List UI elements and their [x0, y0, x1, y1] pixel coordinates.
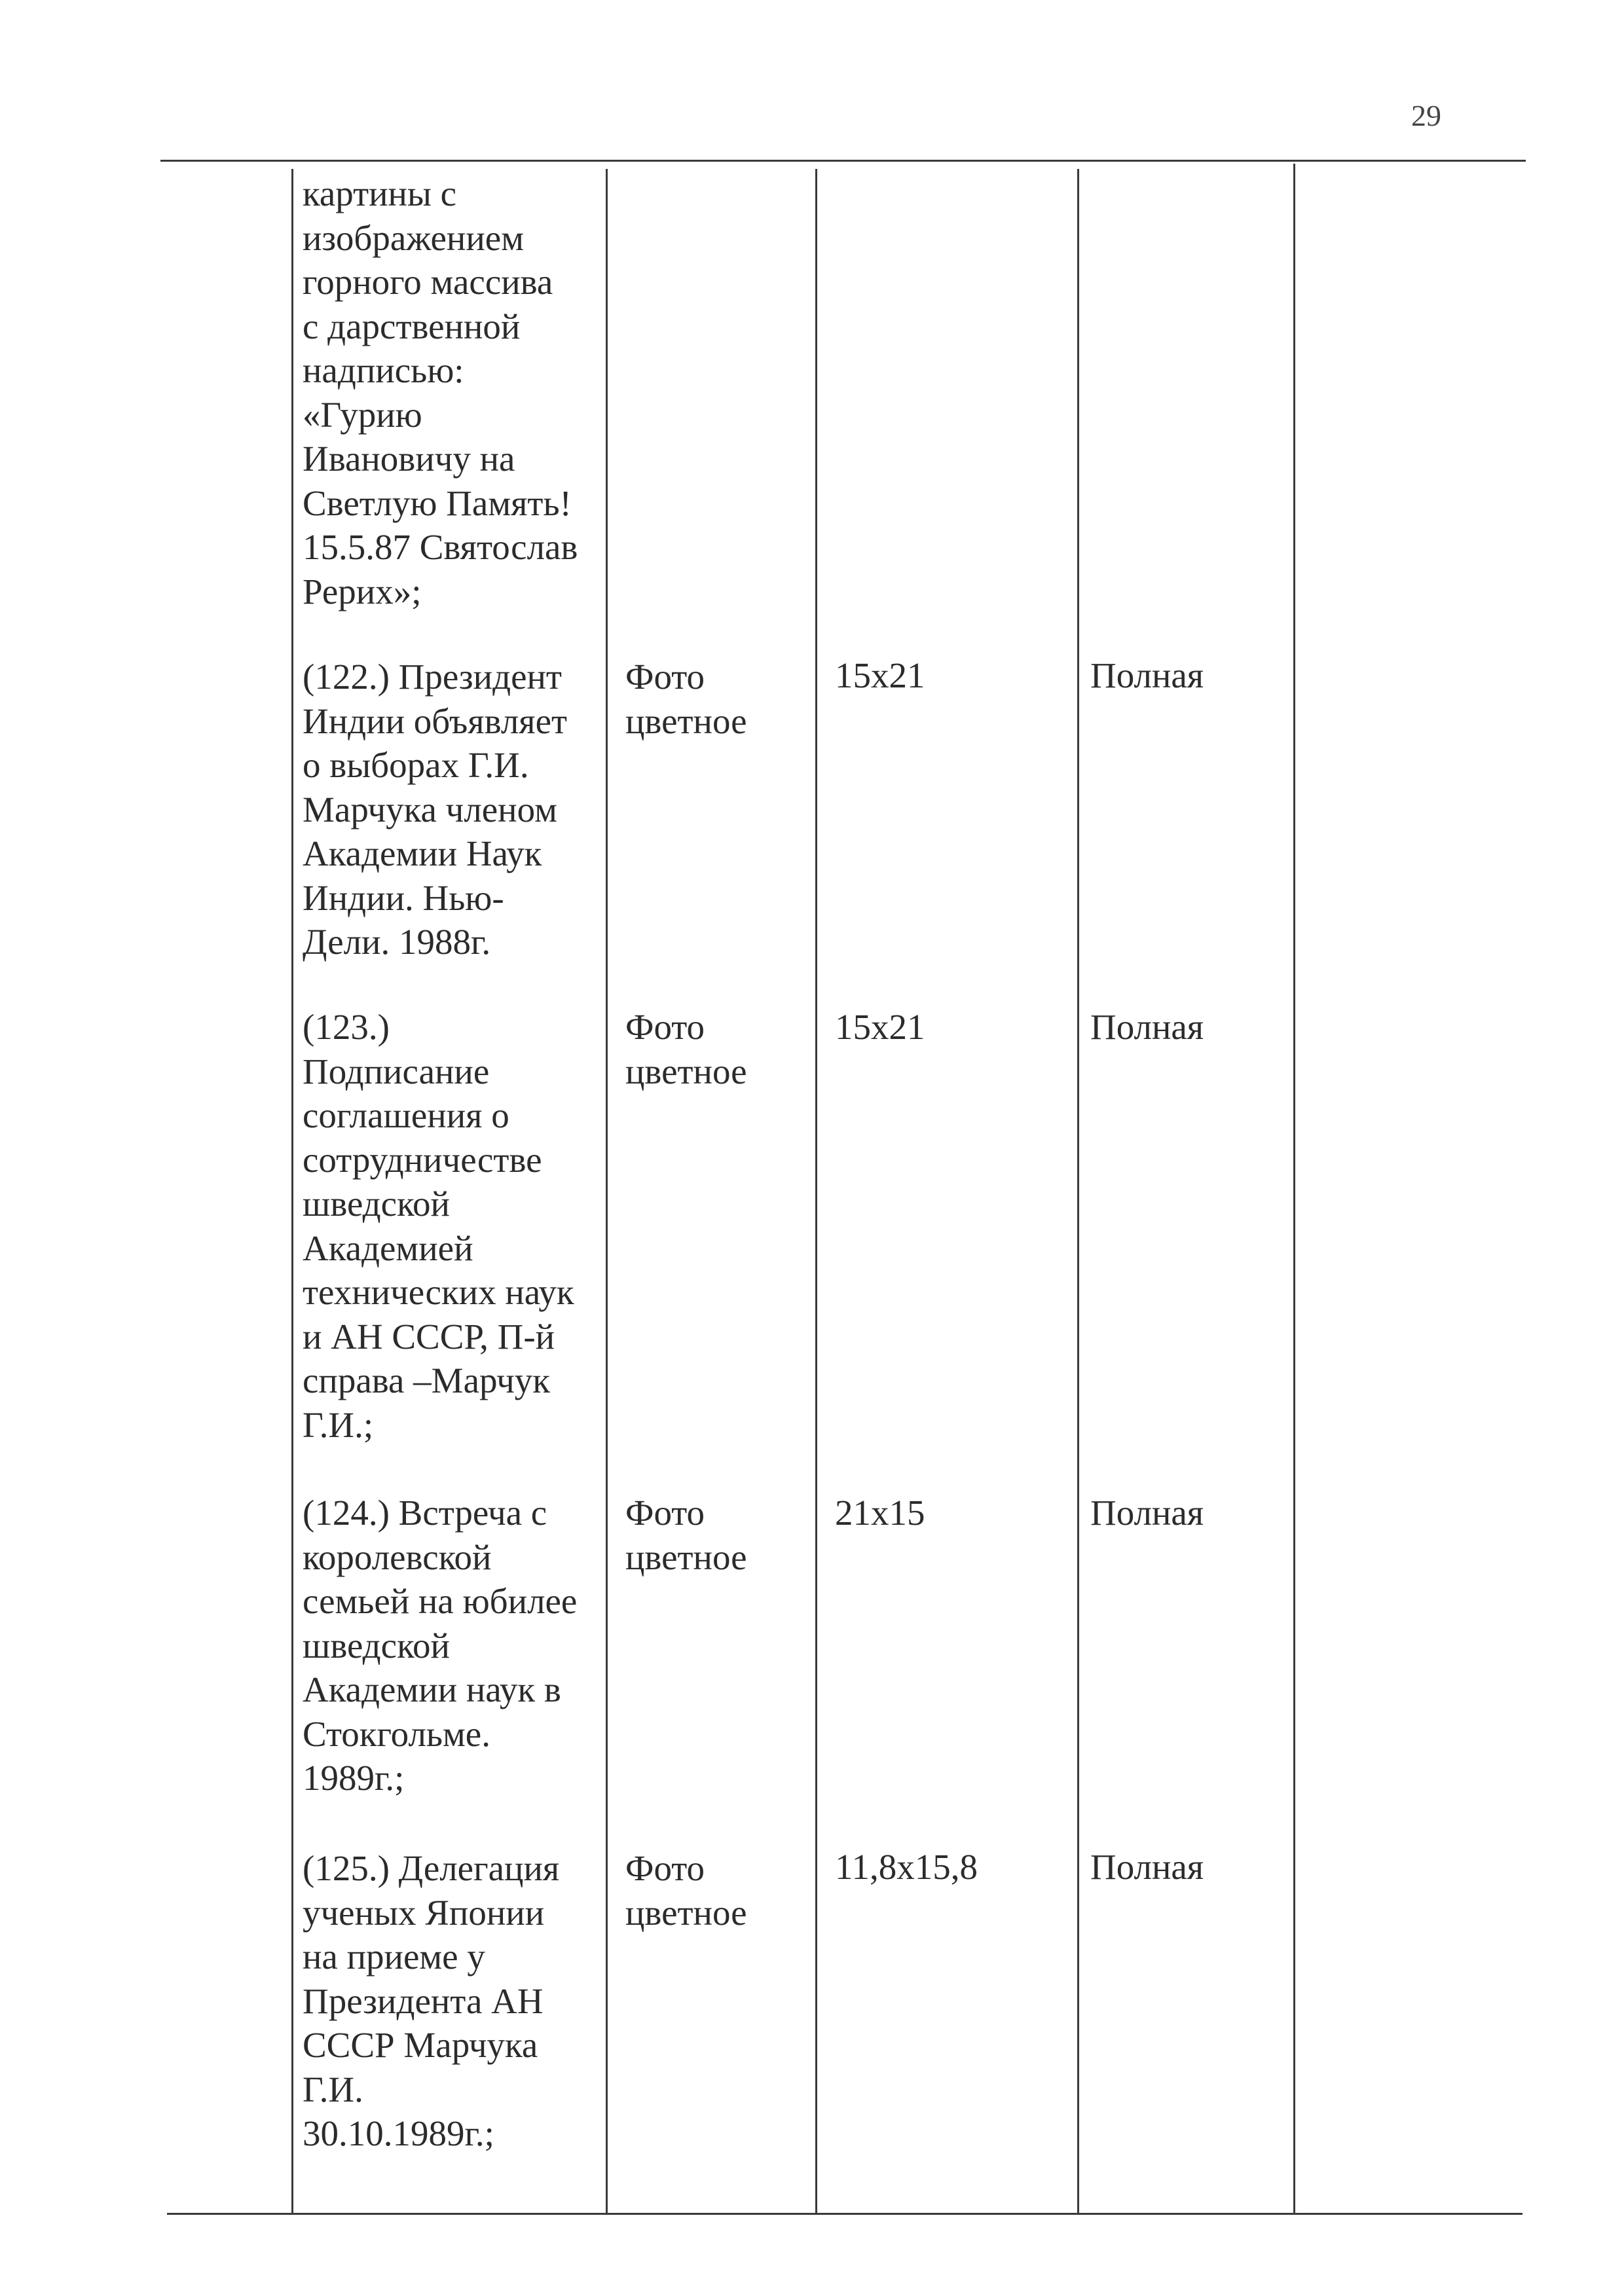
- column-divider-3: [815, 169, 817, 2215]
- item-type: Фото цветное: [625, 1848, 747, 1933]
- column-divider-1: [291, 169, 293, 2215]
- table-bottom-border: [167, 2213, 1522, 2215]
- item-size: 15х21: [835, 1007, 925, 1047]
- item-type: Фото цветное: [625, 657, 747, 741]
- column-divider-5: [1293, 164, 1295, 2215]
- item-state: Полная: [1090, 1007, 1204, 1047]
- item-size: 11,8х15,8: [835, 1847, 978, 1887]
- item-description: (123.) Подписание соглашения о сотрудничестве шведской Академией технических наук и АН СССР, П-й справа –Марчук Г.И.;: [303, 1007, 574, 1445]
- column-divider-2: [606, 169, 608, 2215]
- item-type: Фото цветное: [625, 1493, 747, 1577]
- item-type: Фото цветное: [625, 1007, 747, 1091]
- item-description: картины с изображением горного массива с дарственной надписью: «Гурию Ивановичу на Светлую Память! 15.5.87 Святослав Рерих»;: [303, 173, 578, 611]
- item-state: Полная: [1090, 1493, 1204, 1533]
- item-state: Полная: [1090, 655, 1204, 695]
- column-divider-4: [1077, 169, 1079, 2215]
- item-description: (124.) Встреча с королевской семьей на юбилее шведской Академии наук в Стокгольме. 1989г.;: [303, 1493, 578, 1798]
- item-description: (125.) Делегация ученых Японии на приеме у Президента АН СССР Марчука Г.И. 30.10.1989г.;: [303, 1848, 560, 2153]
- item-state: Полная: [1090, 1847, 1204, 1887]
- item-size: 21х15: [835, 1493, 925, 1533]
- item-size: 15х21: [835, 655, 925, 695]
- item-description: (122.) Президент Индии объявляет о выборах Г.И. Марчука членом Академии Наук Индии. Нью- Дели. 1988г.: [303, 657, 568, 962]
- page-number: 29: [1411, 99, 1441, 132]
- table-top-border: [160, 160, 1526, 162]
